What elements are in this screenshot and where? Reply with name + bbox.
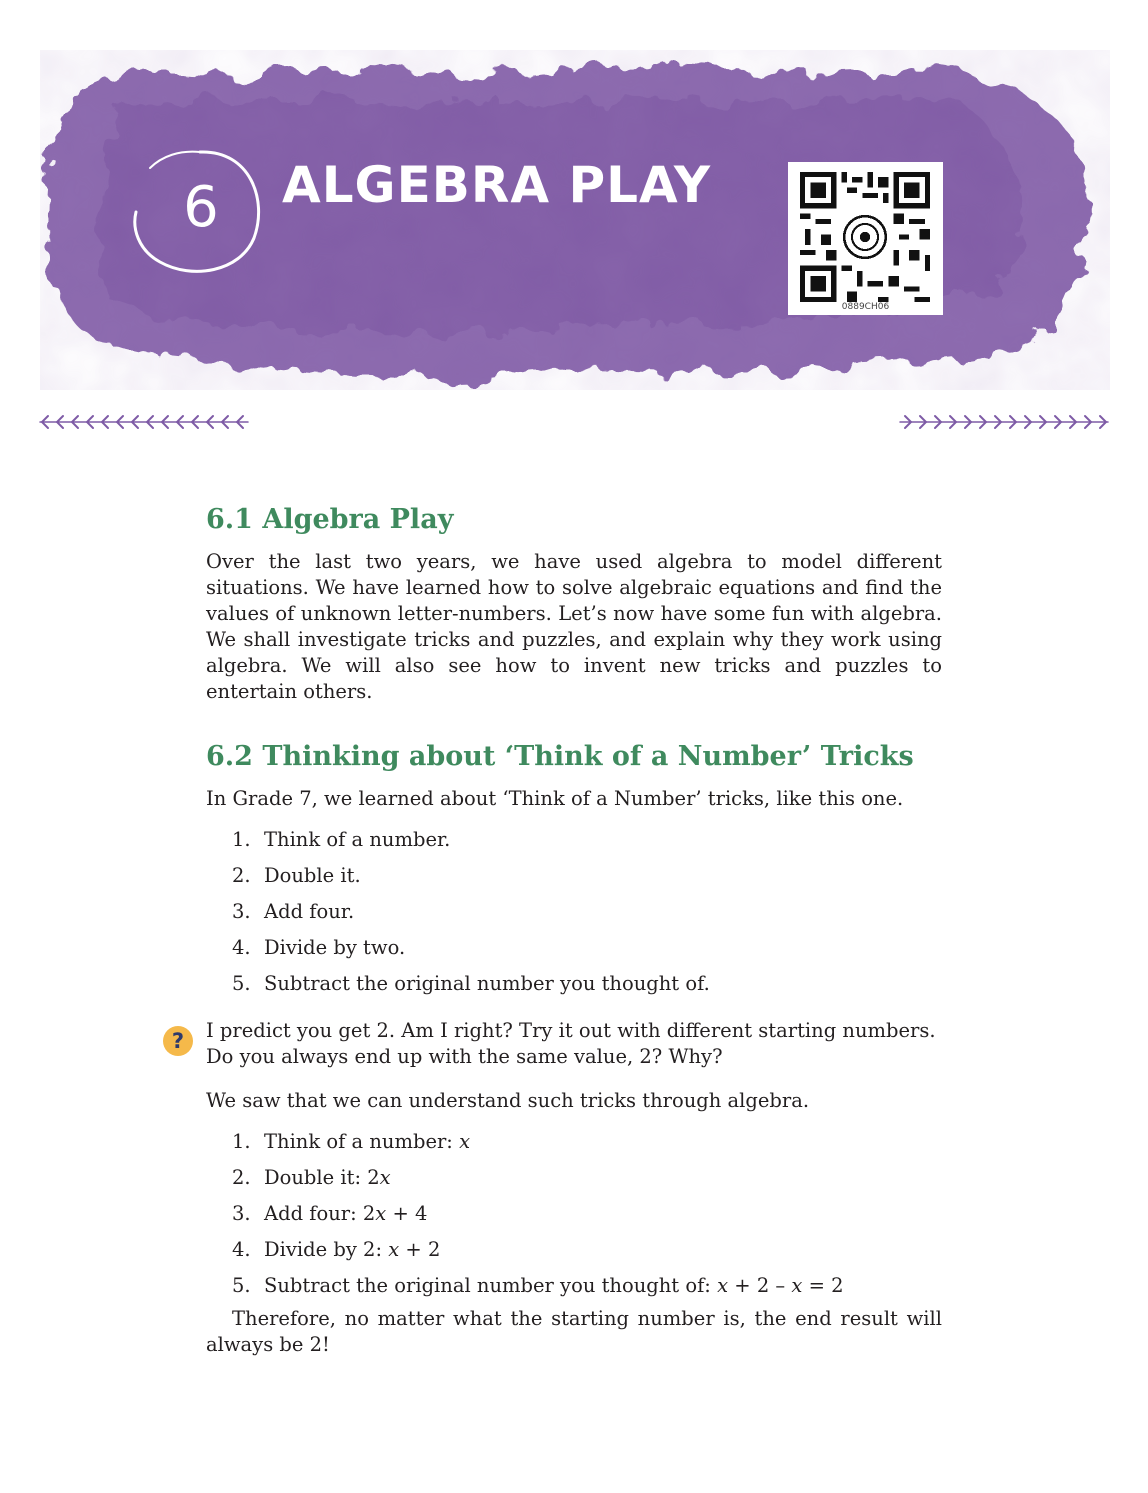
qr-code-icon[interactable] [800,172,930,302]
list-item: 5. Subtract the original number you thought of: x + 2 – x = 2 [232,1274,844,1298]
qr-caption: 0889CH06 [841,302,890,312]
qr-code-box[interactable] [788,162,943,315]
list-item: 3. Add four. [232,900,355,924]
list-item: 1. Think of a number: x [232,1130,471,1154]
svg-text:?: ? [171,1029,185,1053]
decorative-arrow-row-left [36,412,252,432]
algebra-steps-list [206,1124,942,1304]
trick-steps-list [206,822,942,1002]
list-item: 4. Divide by two. [232,936,406,960]
list-item: 4. Divide by 2: x + 2 [232,1238,441,1262]
algebra-intro: We saw that we can understand such tricks through algebra. [206,1089,810,1113]
list-item: 2. Double it: 2x [232,1166,391,1190]
chapter-number: 6 [183,175,219,240]
conclusion-paragraph: Therefore, no matter what the starting number is, the end result will always be 2! [206,1307,942,1357]
chapter-title: ALGEBRA PLAY [282,156,712,214]
section-2-intro: In Grade 7, we learned about ‘Think of a Number’ tricks, like this one. [206,787,904,811]
section-heading-6-1: 6.1 Algebra Play [206,504,454,535]
list-item: 3. Add four: 2x + 4 [232,1202,428,1226]
decorative-arrow-row-right [896,412,1112,432]
main-content [206,502,942,1358]
section-1-paragraph: Over the last two years, we have used algebra to model different situations. We have learned how to solve algebraic equations and find the values of unknown letter-numbers. Let’s now have some fun with algebra. We shall investigate tricks and puzzles, and explain why they work using algebra. We will also see how to invent new tricks and puzzles to entertain others. [206,550,942,704]
list-item: 1. Think of a number. [232,828,451,852]
list-item: 5. Subtract the original number you thought of. [232,972,710,996]
question-text: I predict you get 2. Am I right? Try it out with different starting numbers. Do you always end up with the same value, 2? Why? [206,1019,936,1069]
list-item: 2. Double it. [232,864,361,888]
question-icon [162,1025,194,1057]
section-heading-6-2: 6.2 Thinking about ‘Think of a Number’ Tricks [206,741,914,773]
